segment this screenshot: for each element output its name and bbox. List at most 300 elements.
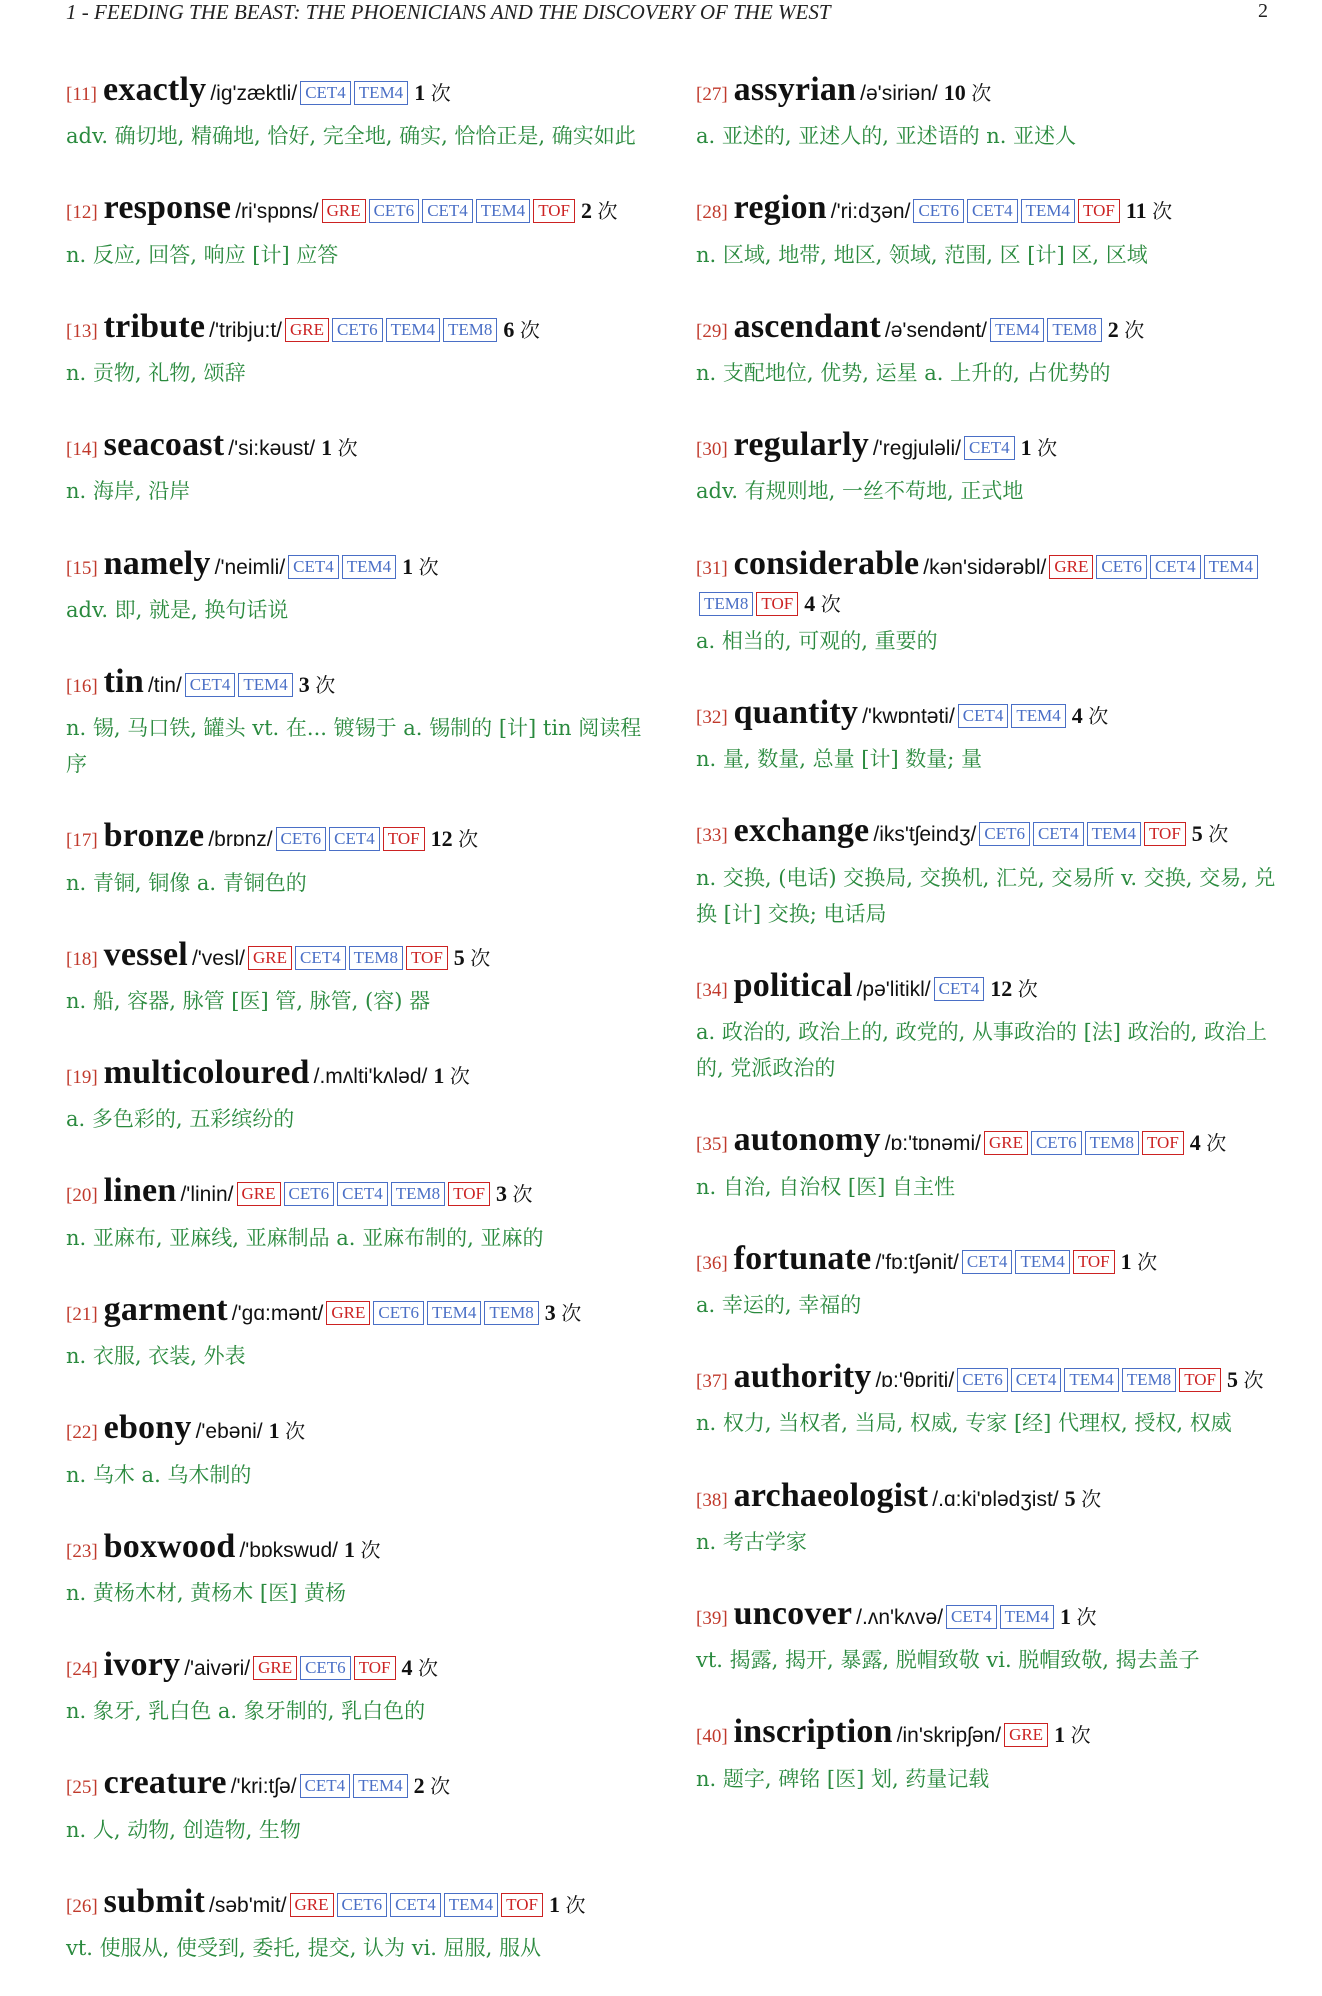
phonetic: /.mʌlti'kʌləd/ bbox=[313, 1065, 428, 1089]
definition: n. 贡物, 礼物, 颂辞 bbox=[66, 361, 246, 386]
exam-tag-badge: TEM8 bbox=[391, 1182, 445, 1206]
phonetic: /'linin/ bbox=[180, 1183, 234, 1207]
vocab-entry bbox=[696, 421, 1276, 509]
entry-index: [38] bbox=[696, 1489, 728, 1511]
vocab-entry bbox=[66, 812, 646, 900]
count-unit: 次 bbox=[512, 1182, 533, 1207]
phonetic: /brɒnz/ bbox=[208, 828, 273, 852]
headword: exchange bbox=[733, 812, 870, 850]
count-number: 5 bbox=[453, 944, 465, 970]
entry-index: [11] bbox=[66, 84, 97, 105]
frequency-count bbox=[496, 1181, 533, 1206]
headword-line bbox=[696, 1590, 1276, 1638]
headword: garment bbox=[103, 1290, 228, 1328]
vocab-entry bbox=[696, 1472, 1276, 1560]
headword: response bbox=[103, 189, 232, 227]
headword: bronze bbox=[103, 817, 205, 855]
exam-tag-badge: CET6 bbox=[979, 822, 1030, 846]
definition: n. 支配地位, 优势, 运星 a. 上升的, 占优势的 bbox=[696, 361, 1111, 386]
exam-tag-badge: CET4 bbox=[958, 704, 1009, 728]
vocab-entry bbox=[66, 1049, 646, 1137]
count-unit: 次 bbox=[1070, 1723, 1091, 1748]
exam-tag-badge: TEM4 bbox=[354, 81, 408, 105]
definition: n. 亚麻布, 亚麻线, 亚麻制品 a. 亚麻布制的, 亚麻的 bbox=[66, 1225, 544, 1250]
frequency-count bbox=[503, 317, 540, 342]
exam-tag-badge: CET6 bbox=[300, 1656, 351, 1680]
headword: political bbox=[733, 966, 853, 1004]
exam-tag-badge: TEM8 bbox=[349, 946, 403, 970]
page-header bbox=[66, 0, 1268, 30]
entry-index: [29] bbox=[696, 320, 728, 342]
vocab-entry bbox=[66, 1641, 646, 1729]
count-number: 1 bbox=[1060, 1603, 1072, 1629]
headword-line bbox=[66, 303, 646, 351]
headword-line bbox=[696, 1353, 1276, 1401]
count-unit: 次 bbox=[449, 1064, 470, 1089]
entry-index: [34] bbox=[696, 979, 728, 1001]
phonetic: /tin/ bbox=[147, 673, 182, 697]
vocab-entry bbox=[696, 184, 1276, 272]
exam-tag-badge: TEM4 bbox=[444, 1893, 498, 1917]
vocab-entry bbox=[66, 1523, 646, 1611]
definition: n. 题字, 碑铭 [医] 划, 药量记载 bbox=[696, 1766, 990, 1791]
definition: vt. 揭露, 揭开, 暴露, 脱帽致敬 vi. 脱帽致敬, 揭去盖子 bbox=[696, 1648, 1200, 1673]
headword: ebony bbox=[103, 1409, 192, 1447]
vocab-entry bbox=[66, 1878, 646, 1966]
entry-index: [37] bbox=[696, 1371, 728, 1393]
headword-line bbox=[696, 962, 1276, 1010]
definition: n. 船, 容器, 脉管 [医] 管, 脉管, (容) 器 bbox=[66, 989, 431, 1013]
frequency-count bbox=[299, 672, 336, 697]
exam-tag-badge: GRE bbox=[253, 1656, 297, 1680]
definition: n. 考古学家 bbox=[696, 1529, 807, 1554]
count-number: 1 bbox=[402, 553, 414, 579]
phonetic: /.ʌn'kʌvə/ bbox=[856, 1605, 944, 1629]
exam-tag-badge: CET4 bbox=[300, 81, 351, 105]
headword: quantity bbox=[733, 694, 859, 732]
frequency-count bbox=[804, 591, 841, 616]
phonetic: /'ebəni/ bbox=[195, 1420, 263, 1444]
vocab-entry bbox=[66, 1759, 646, 1847]
exam-tag-badge: TEM8 bbox=[443, 318, 497, 342]
right-column bbox=[696, 66, 1276, 1996]
headword-line bbox=[696, 1116, 1276, 1164]
entry-index: [30] bbox=[696, 439, 728, 461]
count-number: 5 bbox=[1064, 1485, 1076, 1511]
count-number: 3 bbox=[544, 1299, 556, 1325]
headword-line bbox=[66, 1404, 646, 1452]
headword: namely bbox=[103, 544, 211, 582]
count-number: 1 bbox=[1120, 1248, 1132, 1274]
definition: a. 政治的, 政治上的, 政党的, 从事政治的 [法] 政治的, 政治上的, 党派政治的 bbox=[696, 1020, 1268, 1081]
count-unit: 次 bbox=[418, 1655, 438, 1680]
exam-tag-badge: TOF bbox=[533, 199, 575, 223]
exam-tag-badge: CET4 bbox=[337, 1182, 388, 1206]
vocab-entry bbox=[696, 807, 1276, 931]
headword-line bbox=[696, 303, 1276, 351]
headword-line bbox=[66, 184, 646, 232]
frequency-count bbox=[1021, 435, 1058, 460]
vocab-entry bbox=[696, 1116, 1276, 1204]
exam-tag-badge: TOF bbox=[501, 1893, 543, 1917]
exam-tag-badge: CET4 bbox=[1150, 555, 1201, 579]
entry-index: [25] bbox=[66, 1777, 98, 1799]
count-unit: 次 bbox=[820, 591, 841, 616]
headword-line bbox=[696, 1708, 1276, 1756]
exam-tag-badge: TEM8 bbox=[699, 592, 753, 616]
frequency-count bbox=[454, 945, 491, 970]
definition: a. 幸运的, 幸福的 bbox=[696, 1293, 862, 1318]
exam-tag-badge: GRE bbox=[1049, 555, 1093, 579]
entry-index: [12] bbox=[66, 202, 98, 224]
entry-index: [14] bbox=[66, 439, 98, 461]
entry-index: [22] bbox=[66, 1422, 98, 1444]
count-number: 5 bbox=[1227, 1367, 1238, 1393]
exam-tag-badge: GRE bbox=[984, 1131, 1028, 1155]
frequency-count bbox=[1227, 1367, 1264, 1392]
count-number: 1 bbox=[414, 80, 426, 105]
phonetic: /'vesl/ bbox=[191, 946, 245, 970]
count-unit: 次 bbox=[1152, 199, 1173, 224]
headword: fortunate bbox=[733, 1239, 872, 1277]
entry-index: [35] bbox=[696, 1134, 728, 1156]
headword-line bbox=[66, 1523, 646, 1571]
vocab-entry bbox=[696, 1353, 1276, 1441]
phonetic: /iks'tʃeindʒ/ bbox=[873, 823, 977, 847]
vocab-entry bbox=[66, 931, 646, 1019]
headword-line bbox=[66, 1049, 646, 1097]
count-unit: 次 bbox=[1206, 1131, 1227, 1156]
exam-tag-badge: GRE bbox=[326, 1301, 370, 1325]
vocab-entry bbox=[66, 540, 646, 628]
exam-tag-badge: CET4 bbox=[422, 199, 473, 223]
exam-tag-badge: CET6 bbox=[957, 1368, 1008, 1392]
exam-tag-badge: TEM8 bbox=[484, 1301, 538, 1325]
headword: submit bbox=[103, 1882, 205, 1920]
exam-tag-badge: TEM4 bbox=[1021, 199, 1075, 223]
exam-tag-badge: GRE bbox=[290, 1893, 334, 1917]
definition: adv. 确切地, 精确地, 恰好, 完全地, 确实, 恰恰正是, 确实如此 bbox=[66, 124, 636, 149]
frequency-count bbox=[1126, 198, 1172, 223]
exam-tag-badge: TOF bbox=[406, 946, 448, 970]
headword: tin bbox=[103, 662, 144, 700]
headword-line bbox=[696, 807, 1276, 855]
headword: seacoast bbox=[103, 426, 225, 464]
entry-index: [28] bbox=[696, 202, 728, 224]
phonetic: /'kri:tʃə/ bbox=[230, 1775, 297, 1799]
entry-index: [32] bbox=[696, 707, 728, 729]
phonetic: /'neimli/ bbox=[214, 555, 286, 579]
count-unit: 次 bbox=[565, 1892, 586, 1917]
phonetic: /ɒ:'θɒriti/ bbox=[875, 1369, 955, 1393]
exam-tag-badge: TOF bbox=[756, 592, 798, 616]
count-number: 11 bbox=[1125, 198, 1147, 224]
count-number: 4 bbox=[1071, 703, 1083, 729]
exam-tag-badge: TEM4 bbox=[386, 318, 440, 342]
phonetic: /pə'litikl/ bbox=[856, 977, 931, 1001]
definition: a. 亚述的, 亚述人的, 亚述语的 n. 亚述人 bbox=[696, 124, 1077, 149]
count-number: 2 bbox=[581, 198, 592, 224]
frequency-count bbox=[1190, 1130, 1227, 1155]
vocab-entry bbox=[696, 66, 1276, 154]
headword-line bbox=[66, 658, 646, 706]
headword-line bbox=[66, 1878, 646, 1926]
count-number: 1 bbox=[344, 1536, 355, 1562]
entry-index: [26] bbox=[66, 1895, 98, 1917]
exam-tag-badge: CET6 bbox=[1096, 555, 1147, 579]
count-unit: 次 bbox=[1208, 822, 1229, 847]
exam-tag-badge: CET4 bbox=[288, 555, 339, 579]
exam-tag-badge: TEM8 bbox=[1122, 1368, 1176, 1392]
headword: ivory bbox=[103, 1645, 181, 1683]
headword-line bbox=[696, 1235, 1276, 1283]
definition: n. 乌木 a. 乌木制的 bbox=[66, 1462, 252, 1487]
phonetic: /ig'zæktli/ bbox=[210, 82, 298, 105]
definition: n. 海岸, 沿岸 bbox=[66, 479, 191, 504]
exam-tag-badge: TEM4 bbox=[990, 318, 1044, 342]
count-unit: 次 bbox=[1137, 1249, 1158, 1274]
entry-index: [39] bbox=[696, 1607, 728, 1629]
headword: region bbox=[733, 189, 827, 227]
count-number: 4 bbox=[401, 1654, 413, 1680]
definition: n. 人, 动物, 创造物, 生物 bbox=[66, 1817, 301, 1842]
entry-index: [27] bbox=[696, 84, 728, 105]
exam-tag-badge: CET4 bbox=[390, 1893, 441, 1917]
entry-index: [40] bbox=[696, 1726, 728, 1748]
entry-index: [16] bbox=[66, 675, 98, 697]
phonetic: /'gɑ:mənt/ bbox=[231, 1301, 324, 1325]
headword: regularly bbox=[733, 426, 869, 464]
phonetic: /ə'siriən/ bbox=[860, 82, 938, 105]
headword: autonomy bbox=[733, 1121, 881, 1159]
definition: n. 黄杨木材, 黄杨木 [医] 黄杨 bbox=[66, 1580, 346, 1605]
headword: considerable bbox=[733, 544, 920, 582]
phonetic: /'tribju:t/ bbox=[209, 318, 283, 342]
count-number: 10 bbox=[943, 80, 966, 105]
count-unit: 次 bbox=[458, 827, 479, 852]
phonetic: /'bɒkswud/ bbox=[239, 1538, 338, 1562]
headword: archaeologist bbox=[733, 1476, 929, 1514]
count-unit: 次 bbox=[360, 1537, 381, 1562]
definition: n. 衣服, 衣装, 外表 bbox=[66, 1344, 246, 1369]
exam-tag-badge: TEM4 bbox=[1011, 704, 1065, 728]
exam-tag-badge: CET6 bbox=[276, 827, 327, 851]
phonetic: /in'skripʃən/ bbox=[896, 1724, 1002, 1748]
count-unit: 次 bbox=[971, 81, 992, 105]
exam-tag-badge: CET4 bbox=[185, 673, 236, 697]
exam-tag-badge: TOF bbox=[1078, 199, 1120, 223]
exam-tag-badge: TEM4 bbox=[1015, 1250, 1069, 1274]
count-unit: 次 bbox=[430, 1774, 451, 1799]
definition: a. 相当的, 可观的, 重要的 bbox=[696, 629, 938, 653]
page-number: 2 bbox=[1258, 0, 1268, 22]
count-number: 4 bbox=[804, 590, 816, 616]
frequency-count bbox=[549, 1892, 586, 1917]
entry-index: [17] bbox=[66, 830, 98, 852]
vocabulary-columns bbox=[66, 66, 1276, 1996]
exam-tag-badge: TEM4 bbox=[1064, 1368, 1118, 1392]
phonetic: /'ri:dʒən/ bbox=[830, 200, 911, 224]
count-unit: 次 bbox=[1081, 1486, 1102, 1511]
exam-tag-badge: GRE bbox=[322, 199, 366, 223]
vocab-entry bbox=[66, 1286, 646, 1374]
exam-tag-badge: TOF bbox=[448, 1182, 490, 1206]
exam-tag-badge: TEM4 bbox=[1204, 555, 1258, 579]
vocab-entry bbox=[696, 689, 1276, 777]
phonetic: /'regjuləli/ bbox=[872, 437, 961, 461]
exam-tag-badge: GRE bbox=[237, 1182, 281, 1206]
exam-tag-badge: TEM4 bbox=[476, 199, 530, 223]
phonetic: /'fɒ:tʃənit/ bbox=[875, 1250, 959, 1274]
count-unit: 次 bbox=[1076, 1604, 1097, 1629]
exam-tag-badge: CET4 bbox=[329, 827, 380, 851]
exam-tag-badge: CET4 bbox=[964, 436, 1015, 460]
exam-tag-badge: TOF bbox=[383, 827, 425, 851]
vocab-entry bbox=[696, 1590, 1276, 1678]
phonetic: /'aivəri/ bbox=[184, 1656, 251, 1680]
count-number: 2 bbox=[1107, 316, 1119, 342]
frequency-count bbox=[431, 826, 479, 851]
headword-line bbox=[66, 66, 646, 114]
frequency-count bbox=[433, 1063, 470, 1088]
definition: adv. 有规则地, 一丝不苟地, 正式地 bbox=[696, 479, 1024, 504]
entry-index: [31] bbox=[696, 557, 728, 579]
entry-index: [18] bbox=[66, 948, 98, 970]
count-unit: 次 bbox=[337, 436, 358, 461]
exam-tag-badge: GRE bbox=[248, 946, 292, 970]
headword-line bbox=[66, 1286, 646, 1334]
entry-index: [20] bbox=[66, 1185, 98, 1207]
exam-tag-badge: CET4 bbox=[967, 199, 1018, 223]
exam-tag-badge: CET6 bbox=[369, 199, 420, 223]
headword-line bbox=[66, 421, 646, 469]
count-unit: 次 bbox=[519, 317, 540, 342]
exam-tag-badge: TOF bbox=[1073, 1250, 1115, 1274]
frequency-count bbox=[402, 1655, 439, 1680]
count-unit: 次 bbox=[418, 554, 439, 579]
count-unit: 次 bbox=[1088, 704, 1109, 729]
exam-tag-badge: GRE bbox=[1004, 1723, 1048, 1747]
count-number: 12 bbox=[430, 826, 453, 852]
frequency-count bbox=[1192, 821, 1229, 846]
exam-tag-badge: CET4 bbox=[295, 946, 346, 970]
phonetic: /'kwɒntəti/ bbox=[862, 705, 955, 729]
definition: n. 青铜, 铜像 a. 青铜色的 bbox=[66, 870, 307, 895]
headword-line bbox=[66, 812, 646, 860]
vocab-entry bbox=[696, 1235, 1276, 1323]
phonetic: /kən'sidərəbl/ bbox=[923, 555, 1047, 579]
definition: n. 自治, 自治权 [医] 自主性 bbox=[696, 1174, 955, 1199]
exam-tag-badge: CET6 bbox=[913, 199, 964, 223]
headword-line bbox=[696, 421, 1276, 469]
count-number: 3 bbox=[495, 1181, 507, 1207]
frequency-count bbox=[545, 1300, 582, 1325]
exam-tag-badge: CET4 bbox=[1033, 822, 1084, 846]
phonetic: /'si:kəust/ bbox=[228, 437, 316, 461]
exam-tag-badge: CET4 bbox=[934, 977, 985, 1001]
exam-tag-badge: CET6 bbox=[337, 1893, 388, 1917]
definition: n. 锡, 马口铁, 罐头 vt. 在... 镀锡于 a. 锡制的 [计] tin 阅读程序 bbox=[66, 716, 642, 777]
exam-tag-badge: TEM4 bbox=[238, 673, 292, 697]
headword-line bbox=[696, 184, 1276, 232]
frequency-count bbox=[414, 80, 451, 105]
vocab-entry bbox=[696, 962, 1276, 1086]
headword-line bbox=[66, 1167, 646, 1215]
vocab-entry bbox=[696, 540, 1276, 660]
entry-index: [21] bbox=[66, 1303, 98, 1325]
vocab-entry bbox=[696, 303, 1276, 391]
count-unit: 次 bbox=[1243, 1368, 1264, 1393]
frequency-count bbox=[944, 80, 992, 105]
headword-line bbox=[696, 66, 1276, 114]
headword: authority bbox=[733, 1358, 872, 1396]
headword-line bbox=[66, 1641, 646, 1689]
exam-tag-badge: TEM4 bbox=[1087, 822, 1141, 846]
exam-tag-badge: GRE bbox=[285, 318, 329, 342]
frequency-count bbox=[1072, 703, 1109, 728]
headword: vessel bbox=[103, 935, 188, 973]
definition: vt. 使服从, 使受到, 委托, 提交, 认为 vi. 屈服, 服从 bbox=[66, 1936, 542, 1960]
vocab-entry bbox=[66, 421, 646, 509]
count-unit: 次 bbox=[561, 1300, 582, 1325]
count-unit: 次 bbox=[285, 1419, 306, 1444]
phonetic: /ɒ:'tɒnəmi/ bbox=[884, 1132, 981, 1156]
headword-line bbox=[696, 540, 1276, 620]
frequency-count bbox=[1060, 1604, 1097, 1629]
exam-tag-badge: CET4 bbox=[300, 1774, 351, 1798]
exam-tag-badge: CET6 bbox=[1031, 1131, 1082, 1155]
count-unit: 次 bbox=[1017, 976, 1038, 1001]
exam-tag-badge: TOF bbox=[1144, 822, 1186, 846]
exam-tag-badge: CET4 bbox=[946, 1605, 997, 1629]
headword: multicoloured bbox=[103, 1054, 310, 1092]
headword: boxwood bbox=[103, 1527, 236, 1565]
count-number: 5 bbox=[1191, 821, 1203, 847]
frequency-count bbox=[1065, 1486, 1102, 1511]
exam-tag-badge: CET6 bbox=[284, 1182, 335, 1206]
definition: n. 区域, 地带, 地区, 领域, 范围, 区 [计] 区, 区域 bbox=[696, 242, 1148, 267]
headword: ascendant bbox=[733, 307, 881, 345]
count-unit: 次 bbox=[1037, 436, 1058, 461]
headword: tribute bbox=[103, 307, 206, 345]
frequency-count bbox=[321, 435, 358, 460]
headword-line bbox=[696, 689, 1276, 737]
frequency-count bbox=[1054, 1722, 1091, 1747]
count-number: 1 bbox=[321, 435, 333, 461]
headword: inscription bbox=[733, 1713, 893, 1751]
headword: uncover bbox=[733, 1594, 853, 1632]
entry-index: [13] bbox=[66, 320, 98, 342]
exam-tag-badge: CET6 bbox=[373, 1301, 424, 1325]
exam-tag-badge: CET6 bbox=[332, 318, 383, 342]
definition: n. 象牙, 乳白色 a. 象牙制的, 乳白色的 bbox=[66, 1699, 426, 1724]
exam-tag-badge: CET4 bbox=[1011, 1368, 1062, 1392]
headword: creature bbox=[103, 1764, 227, 1802]
exam-tag-badge: TEM4 bbox=[1000, 1605, 1054, 1629]
definition: n. 权力, 当权者, 当局, 权威, 专家 [经] 代理权, 授权, 权威 bbox=[696, 1411, 1232, 1436]
vocab-entry bbox=[66, 1404, 646, 1492]
vocab-entry bbox=[66, 1167, 646, 1255]
vocab-entry bbox=[66, 658, 646, 782]
frequency-count bbox=[344, 1537, 381, 1562]
headword-line bbox=[696, 1472, 1276, 1520]
headword-line bbox=[66, 540, 646, 588]
headword-line bbox=[66, 931, 646, 979]
frequency-count bbox=[269, 1418, 306, 1443]
vocab-entry bbox=[696, 1708, 1276, 1796]
definition: a. 多色彩的, 五彩缤纷的 bbox=[66, 1107, 295, 1132]
headword: exactly bbox=[102, 71, 207, 108]
